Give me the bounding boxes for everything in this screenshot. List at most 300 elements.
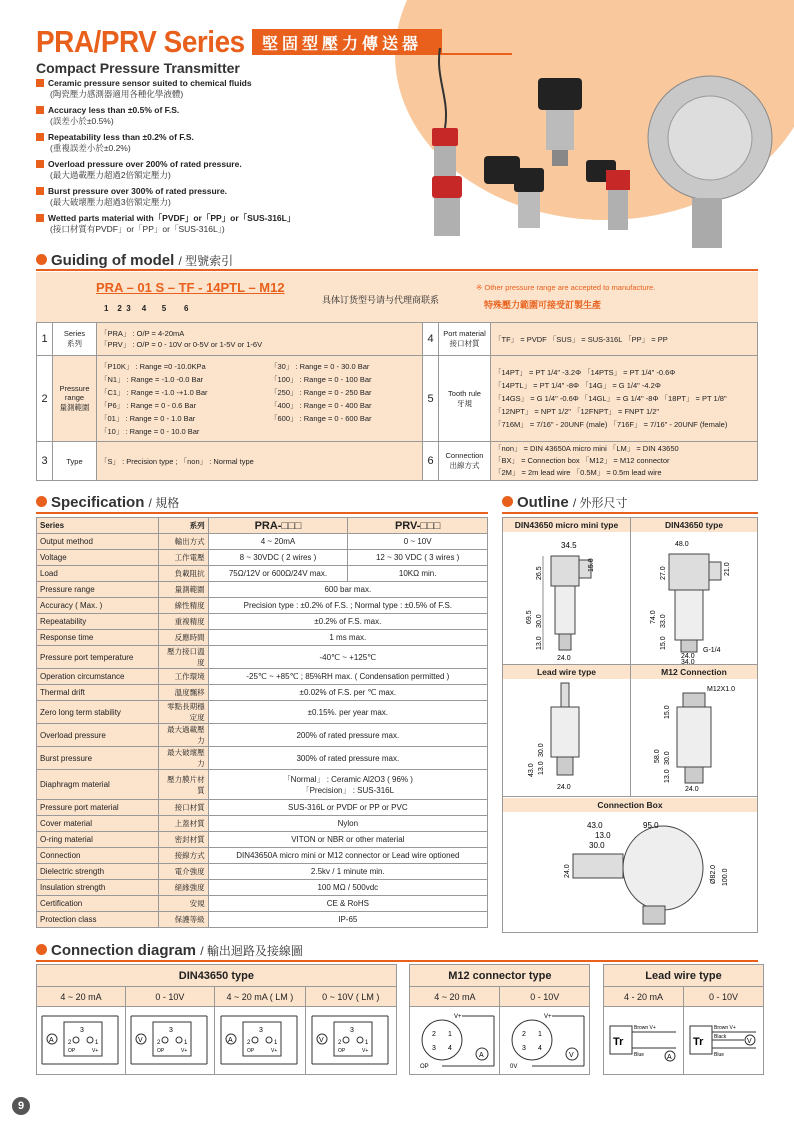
spec-value: ±0.15%. per year max. [208, 701, 487, 724]
list-line: 「100」 : Range = 0 - 100 Bar [270, 374, 372, 384]
pin-label: V+ [453, 1013, 462, 1020]
dim: 100.0 [722, 868, 729, 886]
spec-header-cell: PRA-□□□ [208, 518, 348, 534]
spec-label-zh: 工作環境 [158, 669, 208, 685]
conn-label: Connection [445, 451, 484, 460]
spec-value: DIN43650A micro mini or M12 connector or Lead wire optioned [208, 848, 487, 864]
bullet-icon [36, 496, 47, 507]
spec-label-zh: 電介強度 [158, 864, 208, 880]
list-line: 「P6」 : Range = 0 - 0.6 Bar [100, 400, 197, 410]
conn-table [36, 964, 764, 1075]
dim: 15.0 [664, 705, 671, 719]
spec-label: Insulation strength [37, 880, 159, 896]
list-line: 「N1」 : Range = -1.0 -0.0 Bar [100, 374, 204, 384]
feature-item [36, 186, 227, 208]
spec-label: Repeatability [37, 614, 159, 630]
spec-rule [36, 512, 488, 514]
spec-label: Thermal drift [37, 685, 159, 701]
outline-t5: Connection Box [503, 798, 757, 812]
spec-label: Pressure port temperature [37, 646, 159, 669]
spec-label-zh: 保護等級 [158, 912, 208, 928]
pin-label: 1 [94, 1039, 99, 1046]
diagram-cell [683, 1007, 763, 1075]
model-table [36, 322, 758, 481]
spec-label: Connection [37, 848, 159, 864]
conn-subhead: 0 ~ 10V ( LM ) [305, 987, 396, 1007]
type-value: 「S」 : Precision type ; 「non」 : Normal type [97, 442, 423, 481]
spec-label: Pressure range [37, 582, 159, 598]
outline-t3: Lead wire type [503, 665, 630, 679]
spec-value: 12 ~ 30 VDC ( 3 wires ) [348, 550, 488, 566]
spec-label: Dielectric strength [37, 864, 159, 880]
list-line: 「14PTL」 = PT 1/4" -8Φ 「14G」 = G 1/4" -4.2Φ [494, 381, 661, 390]
dim: 24.0 [557, 655, 571, 662]
pin-label: V+ [361, 1047, 369, 1054]
meter-label: A [478, 1051, 484, 1059]
spec-header-cell: 系列 [158, 518, 208, 534]
spec-value: IP-65 [208, 912, 487, 928]
port-label: Port material [443, 329, 486, 338]
conn-title: Connection diagram [51, 942, 197, 959]
conn-subhead: 4 ~ 20 mA ( LM ) [214, 987, 305, 1007]
dim: 13.0 [536, 636, 543, 650]
feature-zh: (接口材質有PVDF」or「PP」or「SUS-316L」) [50, 224, 225, 234]
spec-label: Load [37, 566, 159, 582]
conn-subhead: 4 - 20 mA [603, 987, 683, 1007]
type-label: Type [53, 442, 97, 481]
transmitter-label: Tr [613, 1035, 624, 1048]
diagram-cell [603, 1007, 683, 1075]
spec-table [36, 517, 488, 928]
spec-label-zh: 反應時間 [158, 630, 208, 646]
meter-label: V [137, 1036, 143, 1044]
dim: 43.0 [528, 763, 535, 777]
meter-label: V [318, 1036, 324, 1044]
spec-value: 0 ~ 10V [348, 534, 488, 550]
dim: 95.0 [643, 821, 659, 830]
wire-label: Brown V+ [634, 1024, 657, 1031]
list-line: 「14GS」 = G 1/4" -0.6Φ 「14GL」 = G 1/4" -8Φ 「18PT」 = PT 1/8" [494, 394, 727, 403]
guiding-title: Guiding of model [51, 252, 175, 269]
spec-header-row [37, 518, 488, 534]
outline-t4: M12 Connection [631, 665, 757, 679]
feature-zh: (最大過載壓力超過2倍額定壓力) [50, 170, 171, 180]
spec-label-zh: 溫度飄移 [158, 685, 208, 701]
spec-label: Diaphragm material [37, 770, 159, 800]
spec-label-zh: 線性精度 [158, 598, 208, 614]
spec-value: -25℃ ~ +85℃ ; 85%RH max. ( Condensation permitted ) [208, 669, 487, 685]
spec-label: Overload pressure [37, 724, 159, 747]
conn-subhead: 4 ~ 20 mA [410, 987, 500, 1007]
diagram-cell [125, 1007, 214, 1075]
conn-subhead: 4 ~ 20 mA [37, 987, 126, 1007]
pin-label: 4 [447, 1044, 452, 1052]
pin-label: V+ [543, 1013, 552, 1020]
spec-label-zh: 量測範圍 [158, 582, 208, 598]
list-line: 「C1」 : Range = -1.0 -+1.0 Bar [100, 387, 208, 397]
drawing-m12 [631, 679, 757, 796]
dim: M12X1.0 [707, 686, 736, 693]
spec-label-zh: 負載阻抗 [158, 566, 208, 582]
spec-label-zh: 輸出方式 [158, 534, 208, 550]
dim: 58.0 [654, 749, 661, 763]
title-badge: 堅固型壓力傳送器 [252, 29, 442, 53]
wire-label: Black [714, 1033, 727, 1040]
pin-label: 1 [183, 1039, 188, 1046]
dim: 33.0 [660, 614, 667, 628]
bullet-icon [36, 214, 44, 222]
table-row [37, 685, 488, 701]
range-label: Pressure range [59, 384, 90, 402]
spec-label: Burst pressure [37, 747, 159, 770]
spec-value: CE & RoHS [208, 896, 487, 912]
outline-t2: DIN43650 type [631, 518, 757, 532]
spec-label: Output method [37, 534, 159, 550]
row-num: 4 [423, 323, 439, 356]
feature-item [36, 78, 252, 100]
spec-value: 「Normal」 : Ceramic Al2O3 ( 96% ) 「Precision」 : SUS-316L [208, 770, 487, 800]
pin-label: 1 [537, 1030, 542, 1038]
spec-label-zh: 絕緣強度 [158, 880, 208, 896]
list-line: 「2M」 = 2m lead wire 「0.5M」 = 0.5m lead wire [494, 468, 662, 477]
wiring-diagram [502, 1008, 588, 1072]
pin-label: 2 [67, 1039, 72, 1046]
dim: 24.0 [564, 864, 571, 878]
pin-label: 2 [246, 1039, 251, 1046]
spec-value: -40℃ ~ +125℃ [208, 646, 487, 669]
table-row [37, 614, 488, 630]
dim: 30.0 [538, 743, 545, 757]
transmitter-label: Tr [693, 1035, 704, 1048]
pin-label: 0V [509, 1063, 518, 1070]
table-row [37, 848, 488, 864]
table-row [37, 747, 488, 770]
dim: 13.0 [664, 769, 671, 783]
feature-zh: (陶瓷壓力感測器適用各種化學液體) [50, 89, 184, 99]
spec-value: ±0.02% of F.S. per ℃ max. [208, 685, 487, 701]
meter-label: A [227, 1036, 233, 1044]
outline-title: Outline [517, 494, 569, 511]
dim: 13.0 [538, 761, 545, 775]
spec-label: Voltage [37, 550, 159, 566]
pin-label: 1 [364, 1039, 369, 1046]
pin-label: 2 [521, 1030, 526, 1038]
conn-subhead: 0 - 10V [125, 987, 214, 1007]
dim: 15.0 [660, 636, 667, 650]
feature-en: Repeatability less than ±0.2% of F.S. [48, 132, 194, 142]
outline-rule [502, 512, 758, 514]
spec-header-cell: Series [37, 518, 159, 534]
table-row [37, 724, 488, 747]
wiring-diagram [38, 1008, 124, 1072]
pin-label: 2 [431, 1030, 436, 1038]
table-row [37, 534, 488, 550]
spec-heading [36, 494, 179, 511]
drawing-connection-box [503, 814, 757, 932]
spec-value: Precision type : ±0.2% of F.S. ; Normal type : ±0.5% of F.S. [208, 598, 487, 614]
table-row [37, 566, 488, 582]
outline-box [502, 517, 758, 933]
spec-title: Specification [51, 494, 145, 511]
dim: 48.0 [675, 541, 689, 548]
dim: 21.0 [724, 562, 731, 576]
spec-label: O-ring material [37, 832, 159, 848]
dim: 43.0 [587, 821, 603, 830]
spec-value: SUS-316L or PVDF or PP or PVC [208, 800, 487, 816]
conn-zh: 出線方式 [449, 461, 480, 470]
model-code: PRA – 01 S – TF - 14PTL – M12 [96, 280, 285, 295]
pin-label: OP [419, 1063, 429, 1070]
table-row [37, 630, 488, 646]
spec-label: Response time [37, 630, 159, 646]
series-label: Series [63, 329, 86, 338]
bullet-icon [36, 160, 44, 168]
pin-label: 4 [537, 1044, 542, 1052]
list-line: 「716M」 = 7/16" - 20UNF (male) 「716F」 = 7/16" - 20UNF (female) [494, 420, 728, 429]
page-title: PRA/PRV Series [36, 24, 245, 59]
spec-label: Protection class [37, 912, 159, 928]
dim: 30.0 [664, 751, 671, 765]
spec-label-zh: 安規 [158, 896, 208, 912]
spec-label-zh: 重複精度 [158, 614, 208, 630]
dim: 30.0 [536, 614, 543, 628]
outline-t1: DIN43650 micro mini type [503, 518, 631, 532]
spec-value: Nylon [208, 816, 487, 832]
guiding-zh: / 型號索引 [178, 254, 234, 268]
dim: 27.0 [660, 566, 667, 580]
feature-en: Ceramic pressure sensor suited to chemical fluids [48, 78, 252, 88]
list-line: 「BX」 = Connection box 「M12」 = M12 connector [494, 456, 670, 465]
series-value: 「PRV」 : O/P = 0 - 10V or 0-5V or 1-5V or 1-6V [100, 340, 263, 349]
feature-en: Burst pressure over 300% of rated pressure. [48, 186, 228, 196]
spec-zh: / 規格 [148, 496, 180, 510]
row-num: 1 [37, 323, 53, 356]
dim: 24.0 [557, 784, 571, 791]
table-row [37, 880, 488, 896]
list-line: 「14PT」 = PT 1/4" -3.2Φ 「14PTS」 = PT 1/4" -0.6Φ [494, 368, 676, 377]
outline-heading [502, 494, 628, 511]
wiring-diagram [684, 1008, 762, 1072]
dim: 24.0 [681, 653, 695, 660]
pin-label: V+ [180, 1047, 188, 1054]
spec-label-zh: 零點長期穩定度 [158, 701, 208, 724]
feature-en: Wetted parts material with「PVDF」or「PP」or「SUS-316L」 [48, 213, 296, 223]
pin-label: 3 [521, 1044, 526, 1052]
dim: 30.0 [589, 841, 605, 850]
subtitle: Compact Pressure Transmitter [36, 60, 240, 76]
dim: 34.5 [561, 541, 577, 550]
row-num: 2 [37, 356, 53, 442]
spec-value: VITON or NBR or other material [208, 832, 487, 848]
outline-zh: / 外形尺寸 [572, 496, 628, 510]
pin-label: OP [337, 1047, 345, 1054]
spec-label-zh: 最大破壞壓力 [158, 747, 208, 770]
dim: 74.0 [650, 610, 657, 624]
guiding-rule [36, 269, 758, 271]
wiring-diagram [127, 1008, 213, 1072]
dim: 26.5 [536, 566, 543, 580]
divider [503, 796, 757, 797]
dim: 13.0 [595, 831, 611, 840]
wire-label: Blue [714, 1051, 725, 1058]
spec-label: Pressure port material [37, 800, 159, 816]
spec-label: Certification [37, 896, 159, 912]
pin-label: V+ [91, 1047, 99, 1054]
spec-value: 4 ~ 20mA [208, 534, 348, 550]
wiring-diagram [604, 1008, 682, 1072]
pin-label: 2 [337, 1039, 342, 1046]
feature-zh: (重複誤差小於±0.2%) [50, 143, 131, 153]
spec-value: 300% of rated pressure max. [208, 747, 487, 770]
conn-subhead: 0 - 10V [500, 987, 590, 1007]
drawing-micro-mini [503, 532, 630, 664]
pin-label: 1 [447, 1030, 452, 1038]
table-row [37, 550, 488, 566]
other-range-zh: 特殊壓力範圍可接受訂製生產 [484, 300, 602, 310]
spec-value: ±0.2% of F.S. max. [208, 614, 487, 630]
feature-item [36, 159, 242, 181]
port-zh: 接口材質 [449, 339, 480, 348]
list-line: 「non」 = DIN 43650A micro mini 「LM」 = DIN 43650 [494, 444, 679, 453]
table-row [37, 598, 488, 614]
row-num: 5 [423, 356, 439, 442]
bullet-icon [36, 187, 44, 195]
meter-label: V [747, 1037, 753, 1045]
list-line: 「250」 : Range = 0 - 250 Bar [270, 387, 372, 397]
spec-label-zh: 接線方式 [158, 848, 208, 864]
conn-subhead: 0 - 10V [683, 987, 763, 1007]
spec-label-zh: 工作電壓 [158, 550, 208, 566]
table-row [37, 669, 488, 685]
table-row [37, 800, 488, 816]
table-row [37, 646, 488, 669]
spec-value: 600 bar max. [208, 582, 487, 598]
spec-value: 75Ω/12V or 600Ω/24V max. [208, 566, 348, 582]
spec-label-zh: 密封材質 [158, 832, 208, 848]
diagram-cell [305, 1007, 396, 1075]
diagram-cell [500, 1007, 590, 1075]
model-note: 具体订货型号请与代理商联系 [322, 295, 440, 305]
wiring-diagram [308, 1008, 394, 1072]
wiring-diagram [412, 1008, 498, 1072]
bullet-icon [36, 133, 44, 141]
wire-label: Blue [634, 1051, 645, 1058]
model-code-numbers: 1 2 3 4 5 6 [104, 304, 189, 313]
feature-zh: (最大破壞壓力超過3倍額定壓力) [50, 197, 171, 207]
spec-value: 200% of rated pressure max. [208, 724, 487, 747]
conn-rule [36, 960, 758, 962]
feature-en: Overload pressure over 200% of rated pressure. [48, 159, 242, 169]
feature-item [36, 105, 179, 127]
guiding-heading [36, 252, 233, 269]
row-num: 6 [423, 442, 439, 481]
feature-item [36, 132, 194, 154]
table-row [37, 770, 488, 800]
dim: G-1/4 [703, 647, 721, 654]
tooth-zh: 牙規 [457, 398, 472, 408]
pin-label: 2 [156, 1039, 161, 1046]
tooth-label: Tooth rule [448, 388, 481, 398]
bullet-icon [36, 254, 47, 265]
list-line: 「P10K」 : Range =0 -10.0KPa [100, 361, 206, 371]
spec-header-cell: PRV-□□□ [348, 518, 488, 534]
dim: 69.5 [526, 610, 533, 624]
table-row [37, 832, 488, 848]
list-line: 「400」 : Range = 0 - 400 Bar [270, 400, 372, 410]
dim: 24.0 [685, 786, 699, 793]
spec-label-zh: 接口材質 [158, 800, 208, 816]
spec-value: 10KΩ min. [348, 566, 488, 582]
pin-label: 3 [79, 1026, 84, 1034]
other-range-en: ※ Other pressure range are accepted to manufacture. [476, 283, 656, 292]
conn-zh: / 輸出迴路及接線圖 [200, 944, 303, 958]
diagram-cell [410, 1007, 500, 1075]
range-zh: 量測範圍 [59, 403, 90, 412]
diagram-cell [214, 1007, 305, 1075]
group-lead-wire: Lead wire type [603, 965, 763, 987]
bullet-icon [36, 106, 44, 114]
meter-label: A [48, 1036, 54, 1044]
spec-label-zh: 上蓋材質 [158, 816, 208, 832]
pin-label: OP [67, 1047, 76, 1054]
meter-label: A [667, 1053, 673, 1061]
spec-value: 2.5kv / 1 minute min. [208, 864, 487, 880]
table-row [37, 816, 488, 832]
dim: Ø82.0 [710, 864, 717, 884]
spec-label: Cover material [37, 816, 159, 832]
list-line: 「600」 : Range = 0 - 600 Bar [270, 413, 372, 423]
conn-heading [36, 942, 303, 959]
spec-value: 8 ~ 30VDC ( 2 wires ) [208, 550, 348, 566]
bullet-icon [36, 79, 44, 87]
list-line: 「10」 : Range = 0 - 10.0 Bar [100, 426, 200, 436]
dim: 34.0 [681, 659, 695, 664]
pin-label: OP [246, 1047, 255, 1054]
feature-en: Accuracy less than ±0.5% of F.S. [48, 105, 180, 115]
series-value: 「PRA」 : O/P = 4-20mA [100, 329, 185, 338]
drawing-lead-wire [503, 679, 630, 796]
table-row [37, 701, 488, 724]
list-line: 「01」 : Range = 0 - 1.0 Bar [100, 413, 196, 423]
table-row [37, 864, 488, 880]
page-number: 9 [12, 1097, 30, 1115]
dim: 15.0 [588, 558, 595, 572]
spec-label: Accuracy ( Max. ) [37, 598, 159, 614]
pin-label: 3 [168, 1026, 173, 1034]
group-m12: M12 connector type [410, 965, 590, 987]
pin-label: 3 [431, 1044, 436, 1052]
pin-label: 3 [258, 1026, 263, 1034]
feature-zh: (誤差小於±0.5%) [50, 116, 114, 126]
diagram-cell [37, 1007, 126, 1075]
meter-label: V [568, 1051, 574, 1059]
group-din43650: DIN43650 type [37, 965, 397, 987]
table-row [37, 582, 488, 598]
spec-label: Zero long term stability [37, 701, 159, 724]
spec-label-zh: 最大過載壓力 [158, 724, 208, 747]
feature-item [36, 213, 295, 235]
list-line: 「30」 : Range = 0 - 30.0 Bar [270, 361, 370, 371]
pin-label: 3 [349, 1026, 354, 1034]
pin-label: V+ [270, 1047, 278, 1054]
product-photos [420, 48, 780, 248]
spec-value: 1 ms max. [208, 630, 487, 646]
spec-label: Operation circumstance [37, 669, 159, 685]
pin-label: 1 [273, 1039, 278, 1046]
series-zh: 系列 [67, 339, 82, 348]
port-value: 「TF」 = PVDF 「SUS」 = SUS-316L 「PP」 = PP [491, 323, 758, 356]
pin-label: OP [156, 1047, 165, 1054]
